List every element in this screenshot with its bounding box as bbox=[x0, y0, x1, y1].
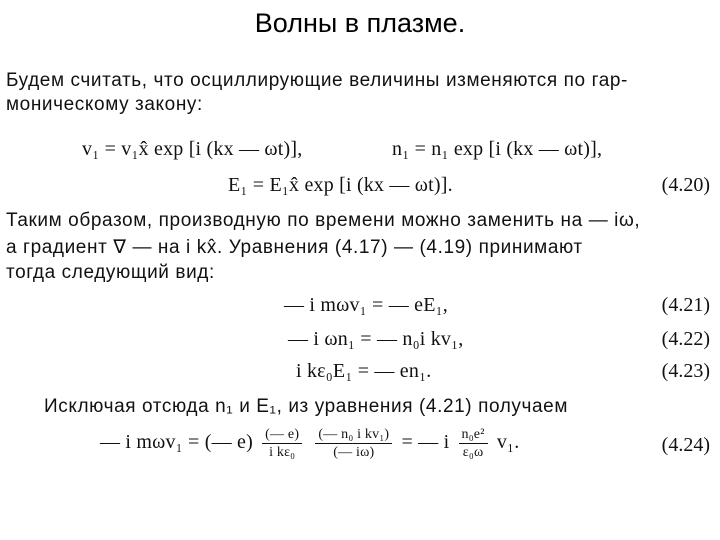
equation-number-4-21: (4.21) bbox=[661, 294, 710, 316]
para2-line-1: Таким образом, производную по времени можно заменить на — iω, bbox=[6, 210, 641, 231]
fraction-1-denominator: i kε₀ bbox=[269, 445, 296, 460]
page-title: Волны в плазме. bbox=[254, 8, 466, 38]
equation-number-4-23: (4.23) bbox=[661, 360, 710, 382]
equation-4-22: — i ωn₁ = — n₀i kv₁, bbox=[288, 328, 464, 350]
fraction-1-numerator: (— e) bbox=[262, 426, 302, 444]
para3-line: Исключая отсюда n₁ и E₁, из уравнения (4.21) получаем bbox=[44, 396, 569, 417]
equation-number-4-22: (4.22) bbox=[661, 328, 710, 350]
final-eq-lhs: — i mωv₁ = (— e) bbox=[100, 431, 253, 454]
fraction-1 bbox=[262, 426, 302, 461]
equation-v1: v₁ = v₁x̂ exp [i (kx — ωt)], bbox=[82, 138, 303, 160]
equation-number-4-20: (4.20) bbox=[661, 174, 710, 196]
fraction-3-numerator: n₀e² bbox=[459, 426, 488, 444]
para2-line-3: тогда следующий вид: bbox=[6, 262, 215, 283]
final-eq-rhs: v₁. bbox=[496, 431, 520, 454]
final-eq-mid: = — i bbox=[401, 431, 450, 454]
fraction-2-numerator: (— n₀ i kv₁) bbox=[315, 426, 392, 444]
fraction-3 bbox=[459, 426, 488, 461]
intro-line-1: Будем считать, что осциллирующие величины изменяются по гар- bbox=[6, 70, 628, 91]
equation-4-23: i kε₀E₁ = — en₁. bbox=[296, 360, 432, 382]
fraction-2-denominator: (— iω) bbox=[333, 445, 375, 460]
para2-line-2: а градиент ∇ — на i kx̂. Уравнения (4.17) — (4.19) принимают bbox=[6, 237, 583, 258]
fraction-3-denominator: ε₀ω bbox=[462, 445, 484, 460]
equation-4-21: — i mωv₁ = — eE₁, bbox=[284, 294, 448, 316]
equation-4-24 bbox=[100, 426, 519, 461]
equation-E1: E₁ = E₁x̂ exp [i (kx — ωt)]. bbox=[228, 174, 453, 196]
equation-n1: n₁ = n₁ exp [i (kx — ωt)], bbox=[392, 138, 603, 160]
equation-number-4-24: (4.24) bbox=[661, 434, 710, 456]
intro-line-2: моническому закону: bbox=[6, 94, 203, 115]
fraction-2 bbox=[315, 426, 392, 461]
